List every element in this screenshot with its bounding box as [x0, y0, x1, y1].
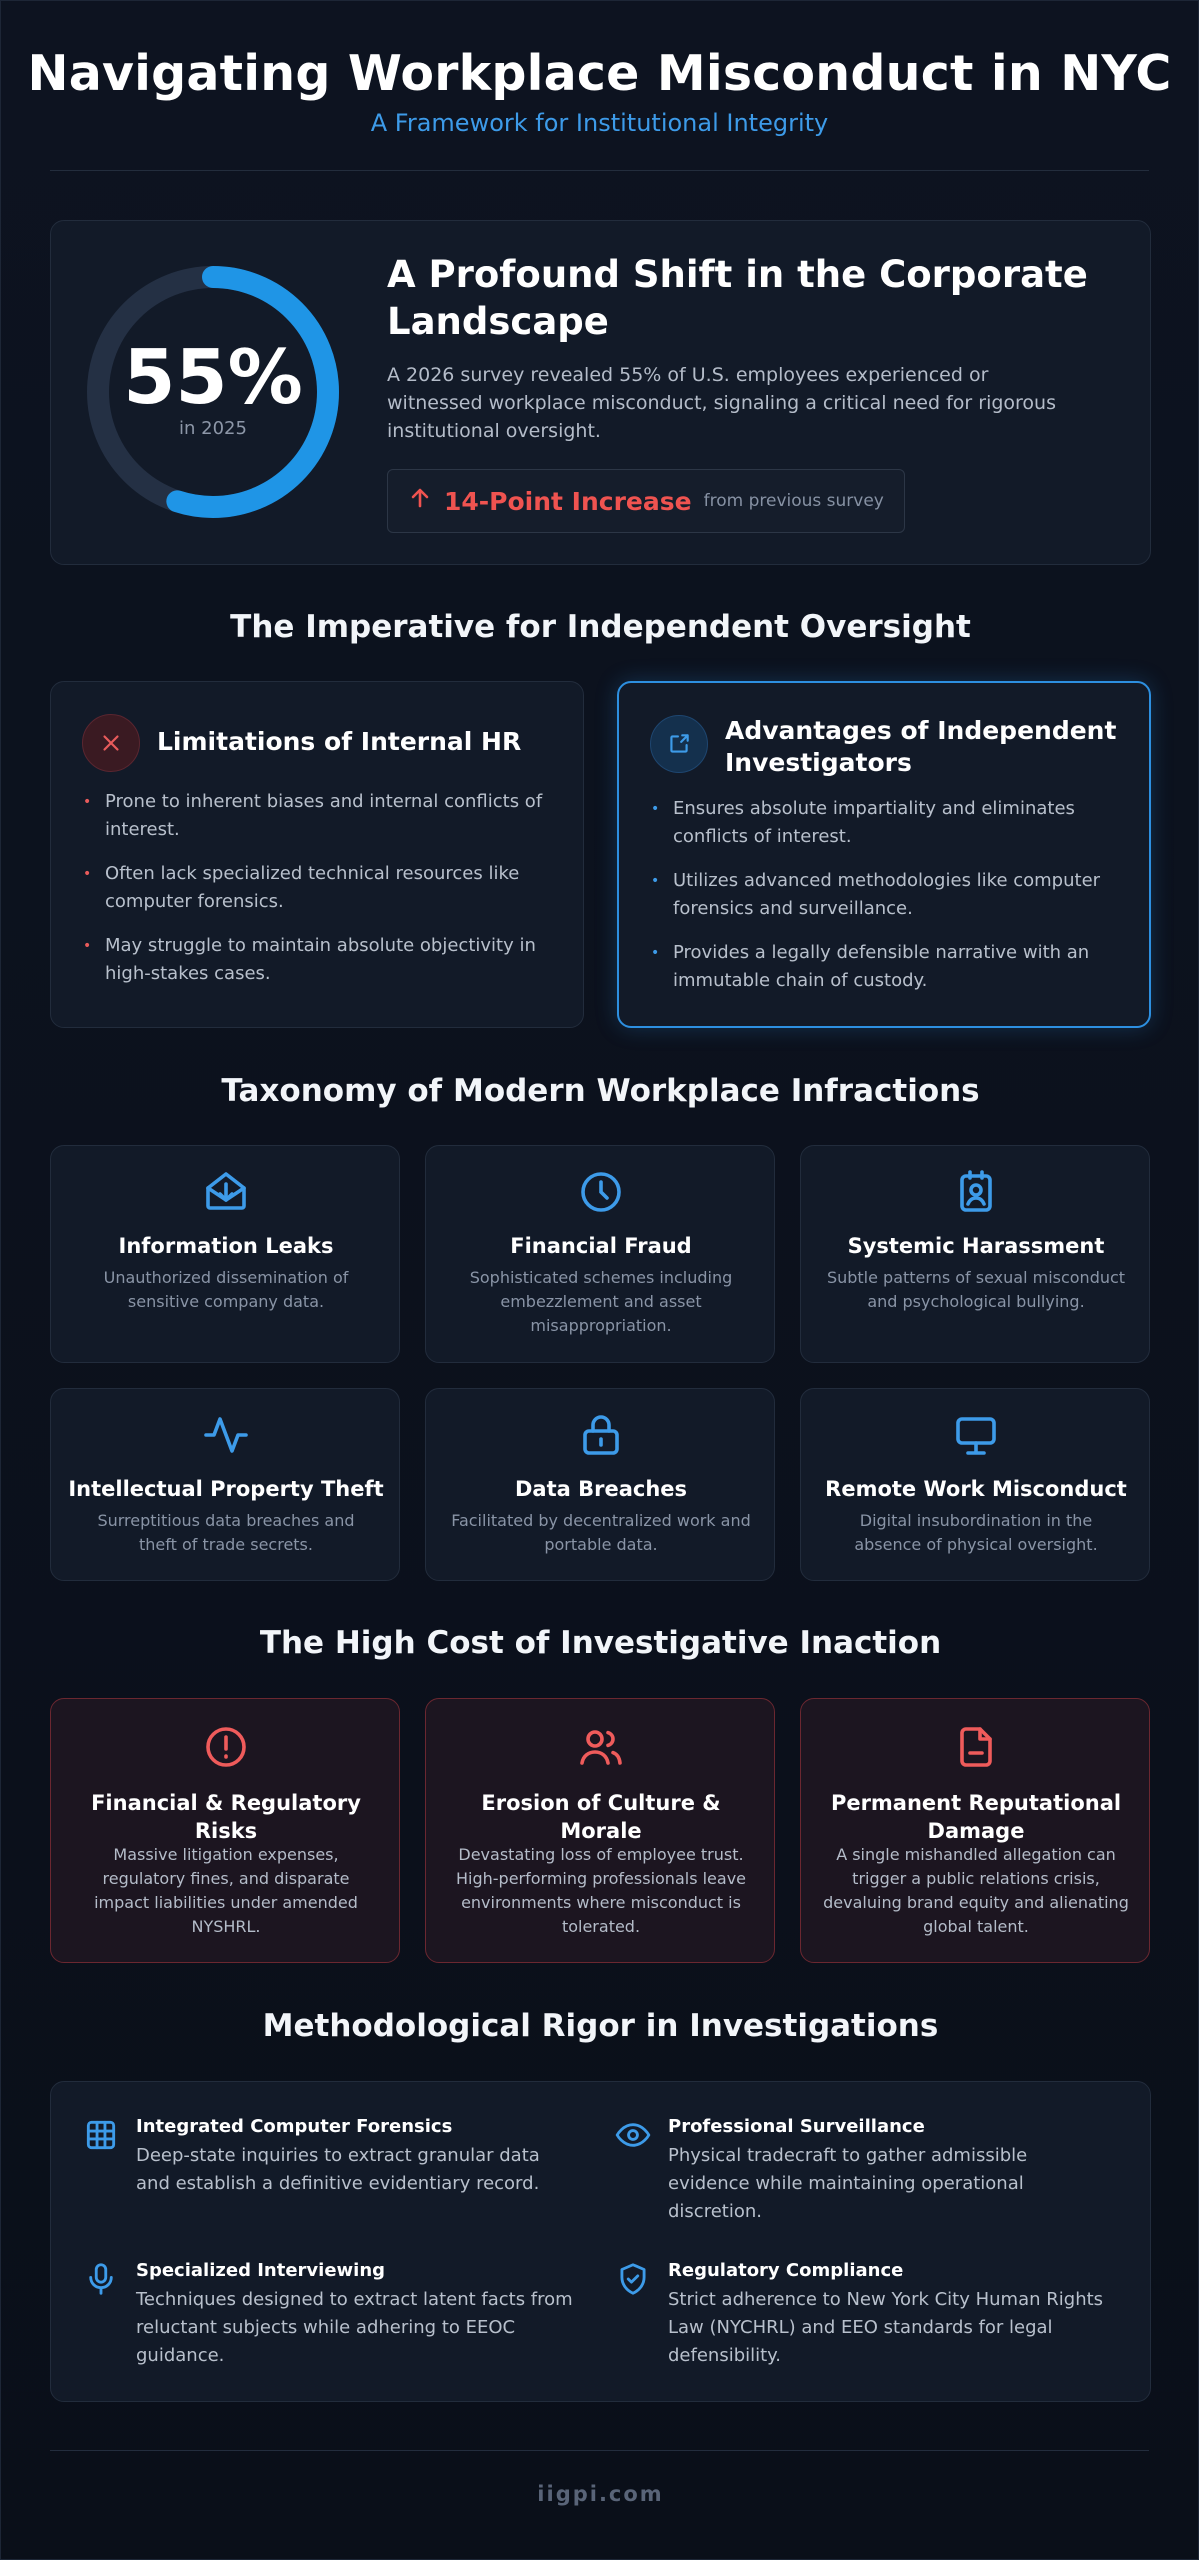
list-item: • Often lack specialized technical resources like computer forensics. [81, 860, 571, 916]
methodology-card [50, 2081, 1151, 2402]
list-item: • Prone to inherent biases and internal conflicts of interest. [81, 788, 571, 844]
tile-desc: Digital insubordination in the absence of physical oversight. [854, 1511, 1098, 1554]
percent-label: 55% [123, 333, 303, 421]
activity-icon [202, 1411, 250, 1459]
monitor-icon [952, 1411, 1000, 1459]
cost-desc: Massive litigation expenses, regulatory fines, and disparate impact liabilities under amended NYSHRL. [94, 1845, 358, 1936]
tile-title: Remote Work Misconduct [825, 1477, 1127, 1501]
cost-tile-culture [425, 1698, 775, 1963]
file-minus-icon [952, 1723, 1000, 1771]
cost-desc: Devastating loss of employee trust. High-performing professionals leave environments where misconduct is tolerated. [455, 1845, 747, 1936]
method-title: Regulatory Compliance [668, 2260, 904, 2281]
increase-label: 14-Point Increase [444, 486, 692, 516]
internal-hr-card [50, 681, 584, 1028]
arrow-up-icon [408, 486, 432, 517]
tile-desc: Subtle patterns of sexual misconduct and psychological bullying. [826, 1268, 1126, 1311]
tile-title: Data Breaches [514, 1477, 688, 1501]
infraction-tile-ip-theft [50, 1388, 400, 1581]
hero-card [50, 220, 1151, 565]
lock-icon [577, 1411, 625, 1459]
method-title: Integrated Computer Forensics [136, 2116, 453, 2137]
independent-list [649, 795, 1139, 1011]
tile-desc: Facilitated by decentralized work and portable data. [451, 1511, 751, 1554]
cost-desc: A single mishandled allegation can trigger a public relations crisis, devaluing brand equity and alienating global talent. [823, 1845, 1129, 1936]
tile-title: Financial Fraud [510, 1234, 692, 1258]
method-title: Specialized Interviewing [136, 2260, 386, 2281]
x-icon [82, 714, 140, 772]
independent-investigators-card [617, 681, 1151, 1028]
cost-tile-reputation [800, 1698, 1150, 1963]
tile-title: Systemic Harassment [847, 1234, 1105, 1258]
page-subtitle: A Framework for Institutional Integrity [370, 109, 829, 137]
method-desc: Strict adherence to New York City Human Rights Law (NYCHRL) and EEO standards for legal defensibility. [668, 2289, 1104, 2366]
hero-heading: A Profound Shift in the Corporate Landscape [387, 253, 1088, 343]
footer-site: iigpi.com [537, 2482, 664, 2506]
id-badge-icon [952, 1168, 1000, 1216]
percent-year: in 2025 [179, 418, 247, 439]
independent-heading: Advantages of Independent Investigators [725, 716, 1117, 777]
infraction-tile-financial-fraud [425, 1145, 775, 1363]
list-item: • Ensures absolute impartiality and eliminates conflicts of interest. [649, 795, 1139, 851]
header-divider [50, 170, 1149, 171]
infraction-tile-systemic-harassment [800, 1145, 1150, 1363]
shield-check-icon [614, 2260, 652, 2298]
infraction-tile-remote-work [800, 1388, 1150, 1581]
header [1, 1, 1198, 137]
alert-circle-icon [202, 1723, 250, 1771]
microphone-icon [82, 2260, 120, 2298]
method-desc: Physical tradecraft to gather admissible evidence while maintaining operational discretion. [668, 2145, 1028, 2222]
internal-hr-heading: Limitations of Internal HR [157, 727, 522, 756]
open-envelope-icon [202, 1168, 250, 1216]
tile-title: Intellectual Property Theft [68, 1477, 384, 1501]
percent-donut [84, 263, 342, 521]
page-title: Navigating Workplace Misconduct in NYC [27, 45, 1172, 102]
methodology-title: Methodological Rigor in Investigations [262, 2008, 939, 2044]
taxonomy-title: Taxonomy of Modern Workplace Infractions [221, 1073, 980, 1109]
tile-desc: Surreptitious data breaches and theft of trade secrets. [97, 1511, 355, 1554]
oversight-title: The Imperative for Independent Oversight [230, 609, 971, 645]
hero-text [387, 251, 1107, 533]
cost-tile-financial [50, 1698, 400, 1963]
cost-title: Erosion of Culture & Morale [481, 1791, 721, 1843]
increase-pill [387, 469, 905, 533]
clock-icon [577, 1168, 625, 1216]
internal-hr-list [81, 788, 571, 1004]
footer-divider [50, 2450, 1149, 2451]
infraction-tile-data-breaches [425, 1388, 775, 1581]
costs-title: The High Cost of Investigative Inaction [259, 1625, 942, 1661]
tile-desc: Unauthorized dissemination of sensitive company data. [103, 1268, 349, 1311]
cost-title: Permanent Reputational Damage [830, 1791, 1122, 1843]
cost-title: Financial & Regulatory Risks [91, 1791, 361, 1843]
tile-desc: Sophisticated schemes including embezzlement and asset misappropriation. [469, 1268, 733, 1335]
hero-body: A 2026 survey revealed 55% of U.S. employees experienced or witnessed workplace misconduct, signaling a critical need for rigorous institutional oversight. [387, 364, 1056, 442]
users-icon [577, 1723, 625, 1771]
method-desc: Techniques designed to extract latent facts from reluctant subjects while adhering to EEOC guidance. [136, 2289, 573, 2366]
list-item: • Provides a legally defensible narrative with an immutable chain of custody. [649, 939, 1139, 995]
grid-icon [82, 2116, 120, 2154]
method-desc: Deep-state inquiries to extract granular data and establish a definitive evidentiary record. [136, 2145, 540, 2194]
list-item: • May struggle to maintain absolute objectivity in high-stakes cases. [81, 932, 571, 988]
increase-note: from previous survey [703, 491, 884, 511]
method-title: Professional Surveillance [668, 2116, 925, 2137]
infraction-tile-information-leaks [50, 1145, 400, 1363]
external-link-icon [650, 715, 708, 773]
list-item: • Utilizes advanced methodologies like computer forensics and surveillance. [649, 867, 1139, 923]
eye-icon [614, 2116, 652, 2154]
tile-title: Information Leaks [118, 1234, 334, 1258]
